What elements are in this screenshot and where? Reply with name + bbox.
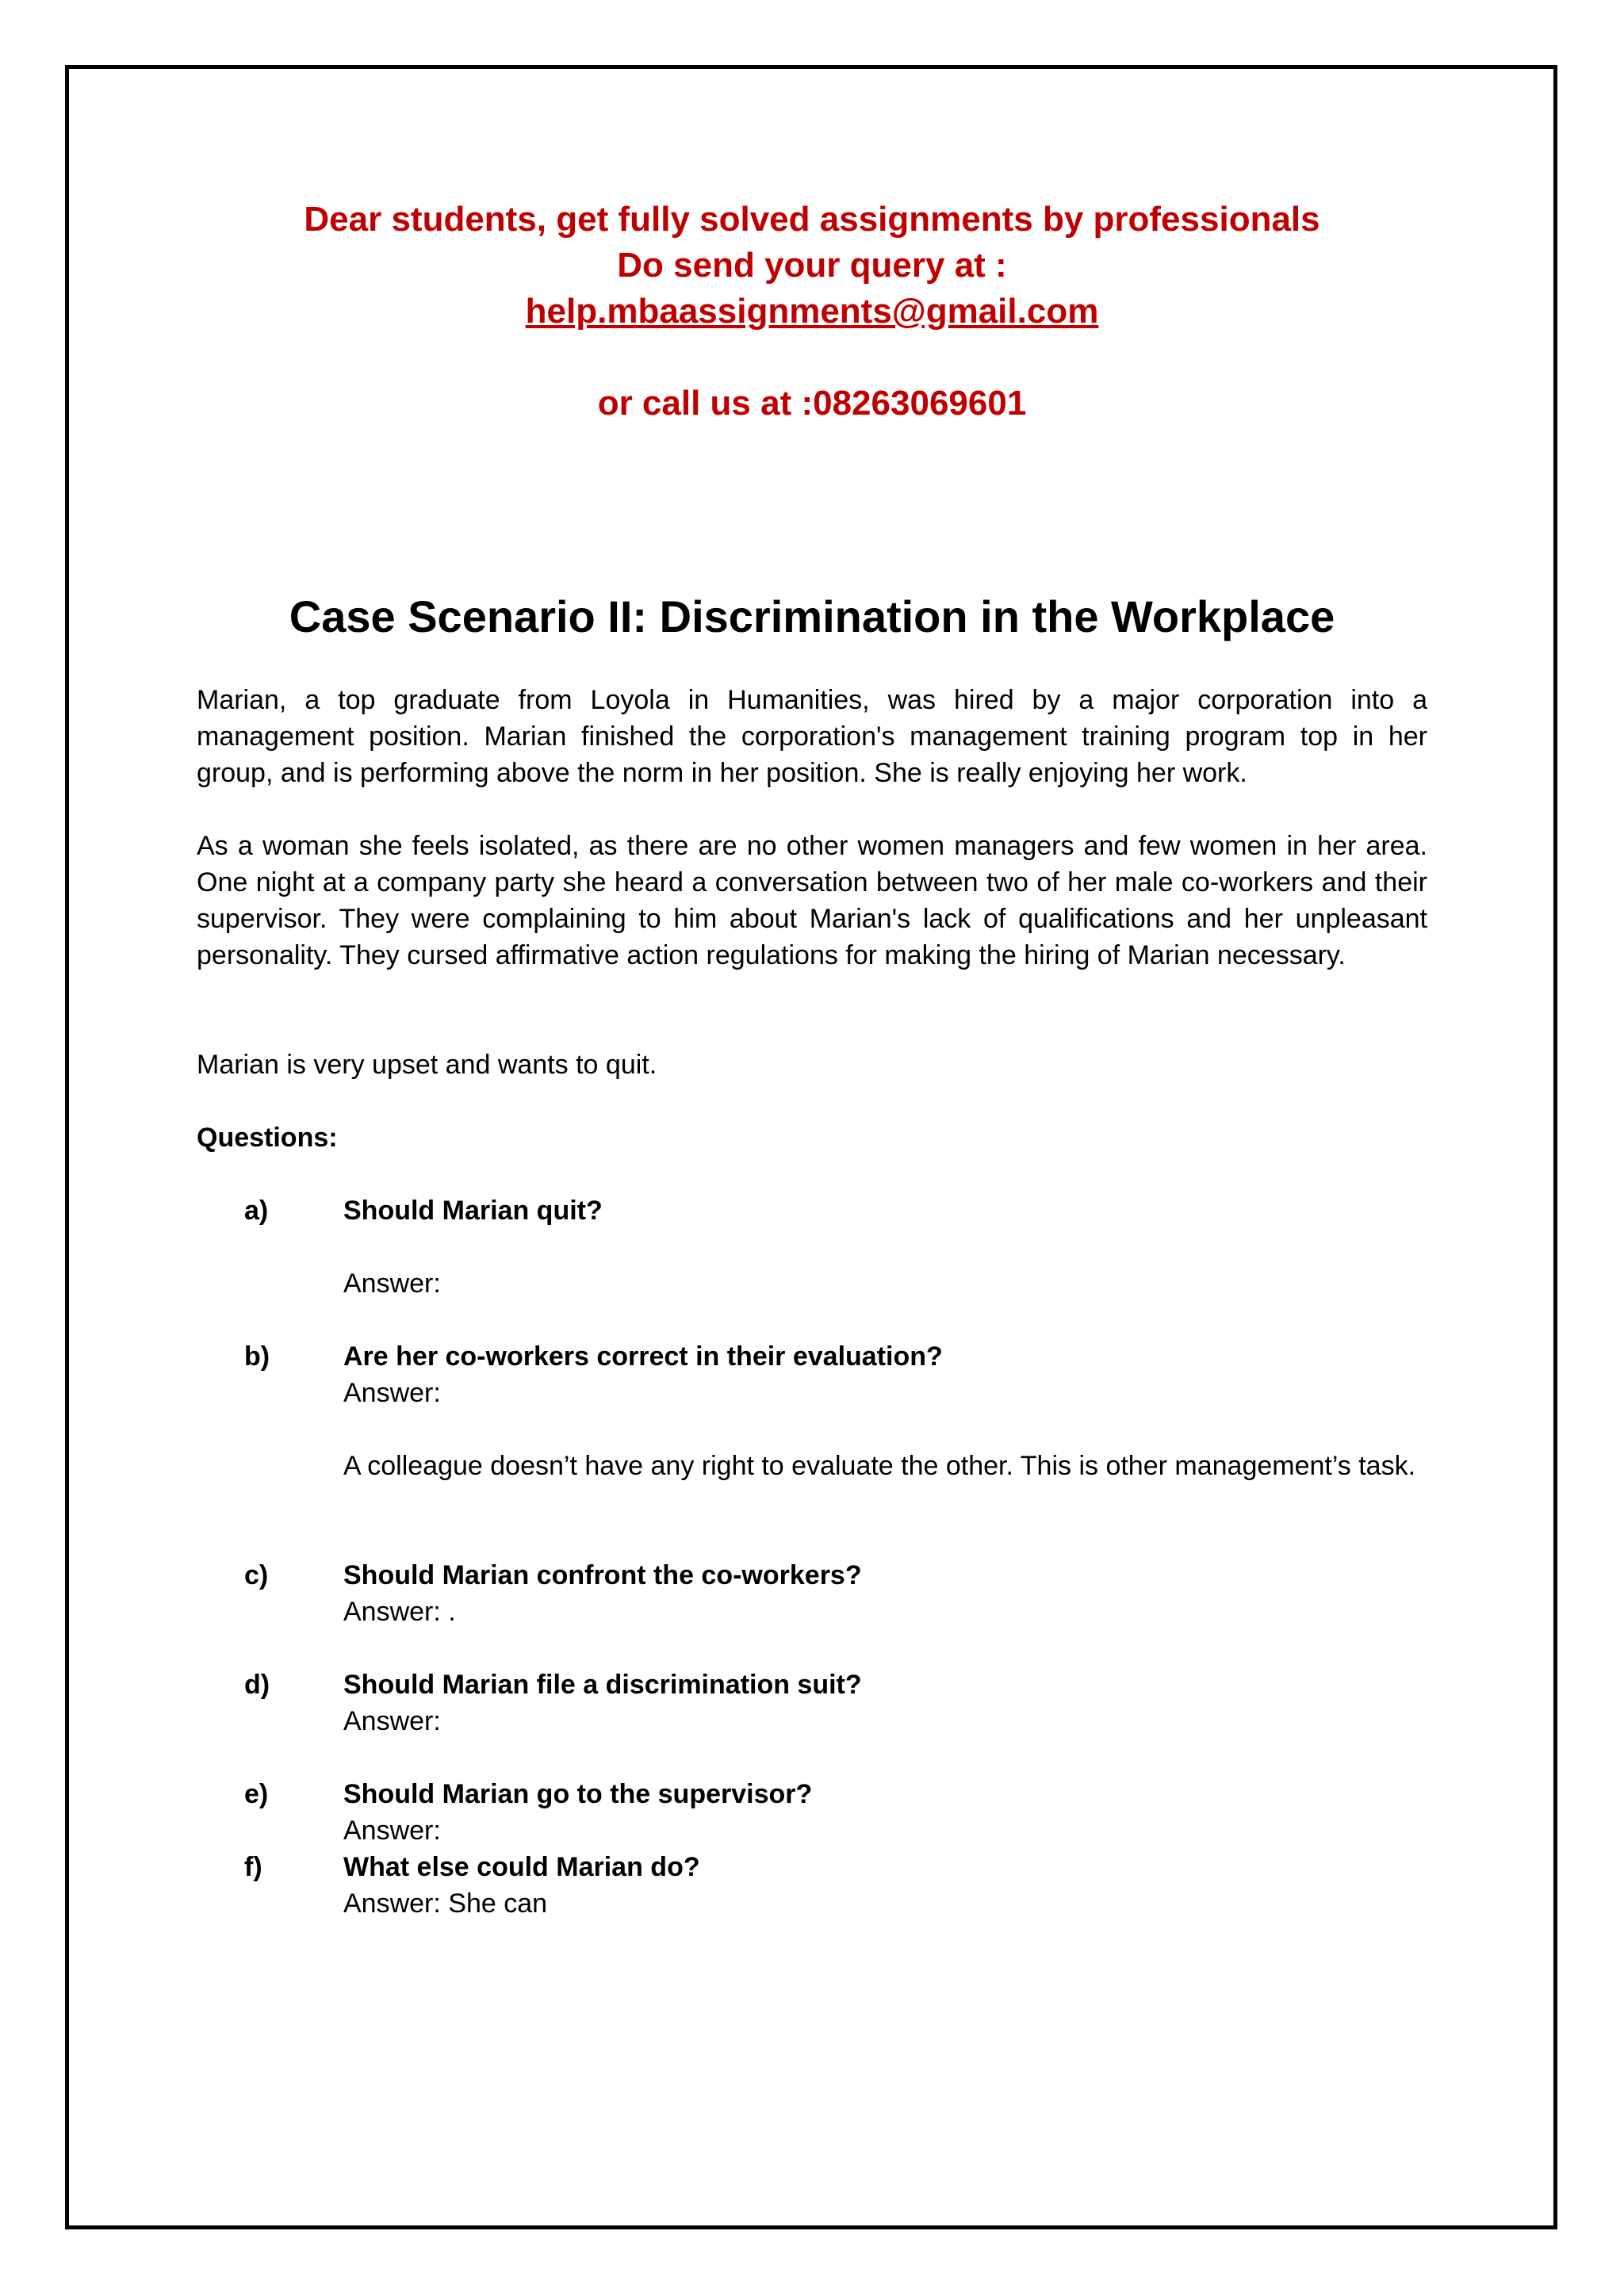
promo-email-row xyxy=(0,289,1624,335)
question-d-text: Should Marian file a discrimination suit? xyxy=(343,1670,862,1700)
question-d-answer: Answer: xyxy=(343,1706,441,1736)
promo-line-2: Do send your query at : xyxy=(617,246,1007,285)
question-c-answer: Answer: . xyxy=(343,1597,456,1627)
question-f-answer: Answer: She can xyxy=(343,1888,548,1919)
case-paragraph-1: Marian, a top graduate from Loyola in Humanities, was hired by a major corporation into a management position. Marian finished the corporation's management training program top in her group, and is performing above the norm in her position. She is really enjoying her work. xyxy=(197,685,1427,788)
questions-heading: Questions: xyxy=(197,1123,338,1153)
question-a-answer: Answer: xyxy=(343,1269,441,1299)
question-c-letter: c) xyxy=(244,1560,269,1590)
case-paragraph-3: Marian is very upset and wants to quit. xyxy=(197,1050,657,1080)
question-a-text: Should Marian quit? xyxy=(343,1196,603,1226)
question-e-letter: e) xyxy=(244,1779,269,1809)
promo-line-1: Dear students, get fully solved assignments by professionals xyxy=(304,200,1320,239)
question-a-letter: a) xyxy=(244,1196,269,1226)
question-e-answer: Answer: xyxy=(343,1816,441,1846)
question-c-text: Should Marian confront the co-workers? xyxy=(343,1560,862,1590)
promo-phone: or call us at :08263069601 xyxy=(597,384,1027,423)
question-b-answer: Answer: xyxy=(343,1378,441,1408)
question-f-text: What else could Marian do? xyxy=(343,1852,700,1882)
case-title: Case Scenario II: Discrimination in the Workplace xyxy=(289,591,1335,641)
promo-email-link[interactable]: help.mbaassignments@gmail.com xyxy=(525,292,1099,331)
case-paragraph-2: As a woman she feels isolated, as there are no other women managers and few women in her area. One night at a company party she heard a conversation between two of her male co-workers and their supervisor. They were complaining to him about Marian's lack of qualifications and her unpleasant personality. They cursed affirmative action regulations for making the hiring of Marian necessary. xyxy=(197,831,1427,970)
question-d-letter: d) xyxy=(244,1670,270,1700)
question-e-text: Should Marian go to the supervisor? xyxy=(343,1779,813,1809)
question-f-letter: f) xyxy=(244,1852,262,1882)
question-b-letter: b) xyxy=(244,1341,270,1372)
question-b-text: Are her co-workers correct in their evaluation? xyxy=(343,1341,943,1372)
question-b-answer-detail: A colleague doesn’t have any right to evaluate the other. This is other management’s task. xyxy=(343,1451,1416,1481)
